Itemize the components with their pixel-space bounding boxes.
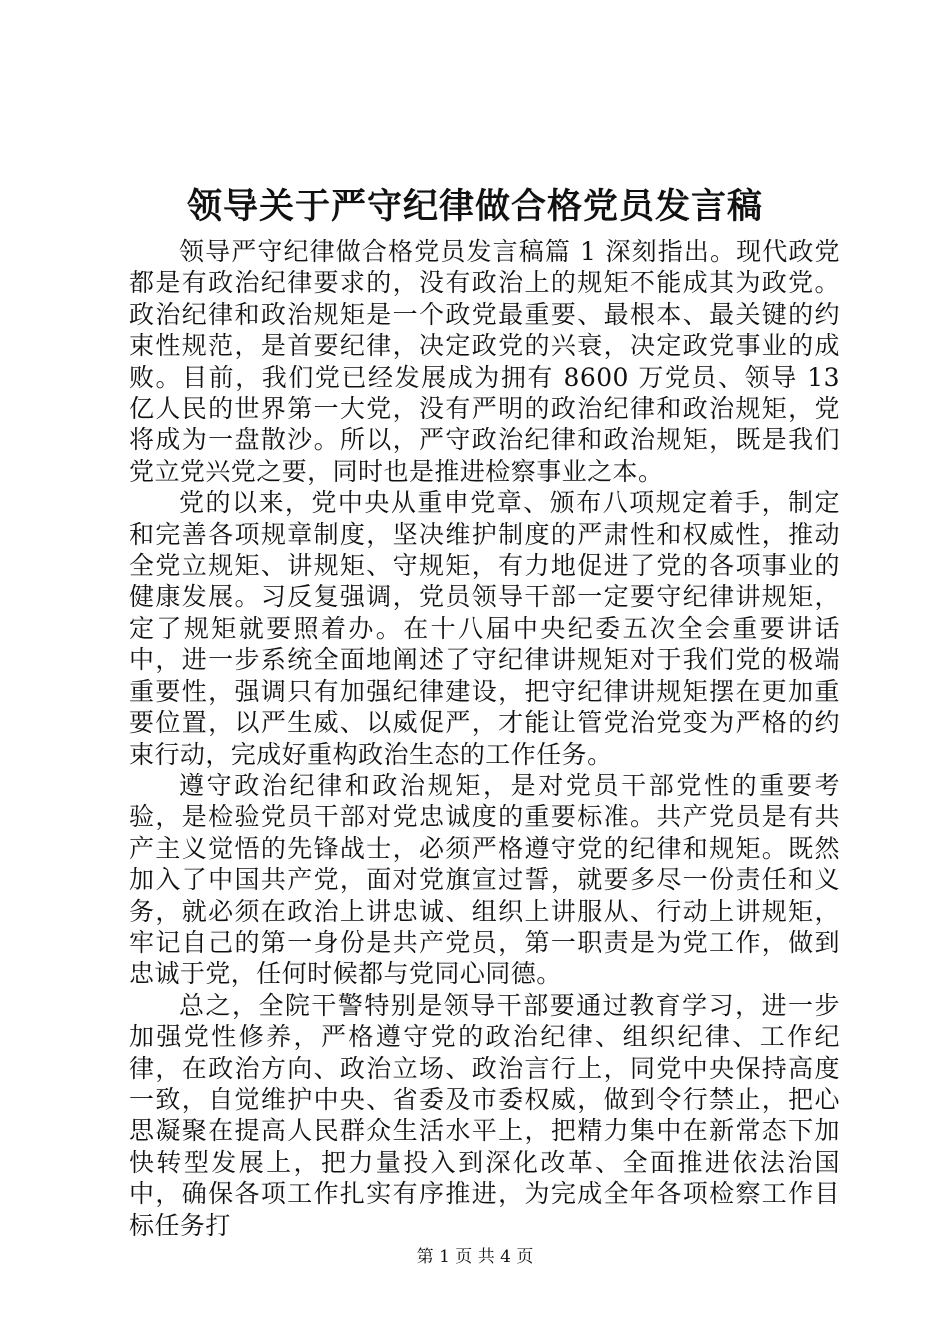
paragraph: 总之，全院干警特别是领导干部要通过教育学习，进一步加强党性修养，严格遵守党的政治纪律、组织纪律、工作纪律，在政治方向、政治立场、政治言行上，同党中央保持高度一致，自觉维护中央、省委及市委权威，做到令行禁止，把心思凝聚在提高人民群众生活水平上，把精力集中在新常态下加快转型发展上，把力量投入到深化改革、全面推进依法治国中，确保各项工作扎实有序推进，为完成全年各项检察工作目标任务打 (129, 990, 840, 1240)
paragraph: 领导严守纪律做合格党员发言稿篇 1 深刻指出。现代政党都是有政治纪律要求的，没有政治上的规矩不能成其为政党。政治纪律和政治规矩是一个政党最重要、最根本、最关键的约束性规范，是首要纪律，决定政党的兴衰，决定政党事业的成败。目前，我们党已经发展成为拥有 8600 万党员、领导 13 亿人民的世界第一大党，没有严明的政治纪律和政治规矩，党将成为一盘散沙。所以，严守政治纪律和政治规矩，既是我们党立党兴党之要，同时也是推进检察事业之本。 (129, 237, 840, 486)
page-footer: 第 1 页 共 4 页 (416, 1247, 534, 1267)
document-body (129, 236, 840, 1241)
paragraph: 党的以来，党中央从重申党章、颁布八项规定着手，制定和完善各项规章制度，坚决维护制度的严肃性和权威性，推动全党立规矩、讲规矩、守规矩，有力地促进了党的各项事业的健康发展。习反复强调，党员领导干部一定要守纪律讲规矩，定了规矩就要照着办。在十八届中央纪委五次全会重要讲话中，进一步系统全面地阐述了守纪律讲规矩对于我们党的极端重要性，强调只有加强纪律建设，把守纪律讲规矩摆在更加重要位置，以严生威、以威促严，才能让管党治党变为严格的约束行动，完成好重构政治生态的工作任务。 (129, 488, 840, 769)
document-title: 领导关于严守纪律做合格党员发言稿 (186, 186, 763, 227)
paragraph: 遵守政治纪律和政治规矩，是对党员干部党性的重要考验，是检验党员干部对党忠诚度的重要标准。共产党员是有共产主义觉悟的先锋战士，必须严格遵守党的纪律和规矩。既然加入了中国共产党，面对党旗宣过誓，就要多尽一份责任和义务，就必须在政治上讲忠诚、组织上讲服从、行动上讲规矩，牢记自己的第一身份是共产党员，第一职责是为党工作，做到忠诚于党，任何时候都与党同心同德。 (129, 770, 840, 989)
